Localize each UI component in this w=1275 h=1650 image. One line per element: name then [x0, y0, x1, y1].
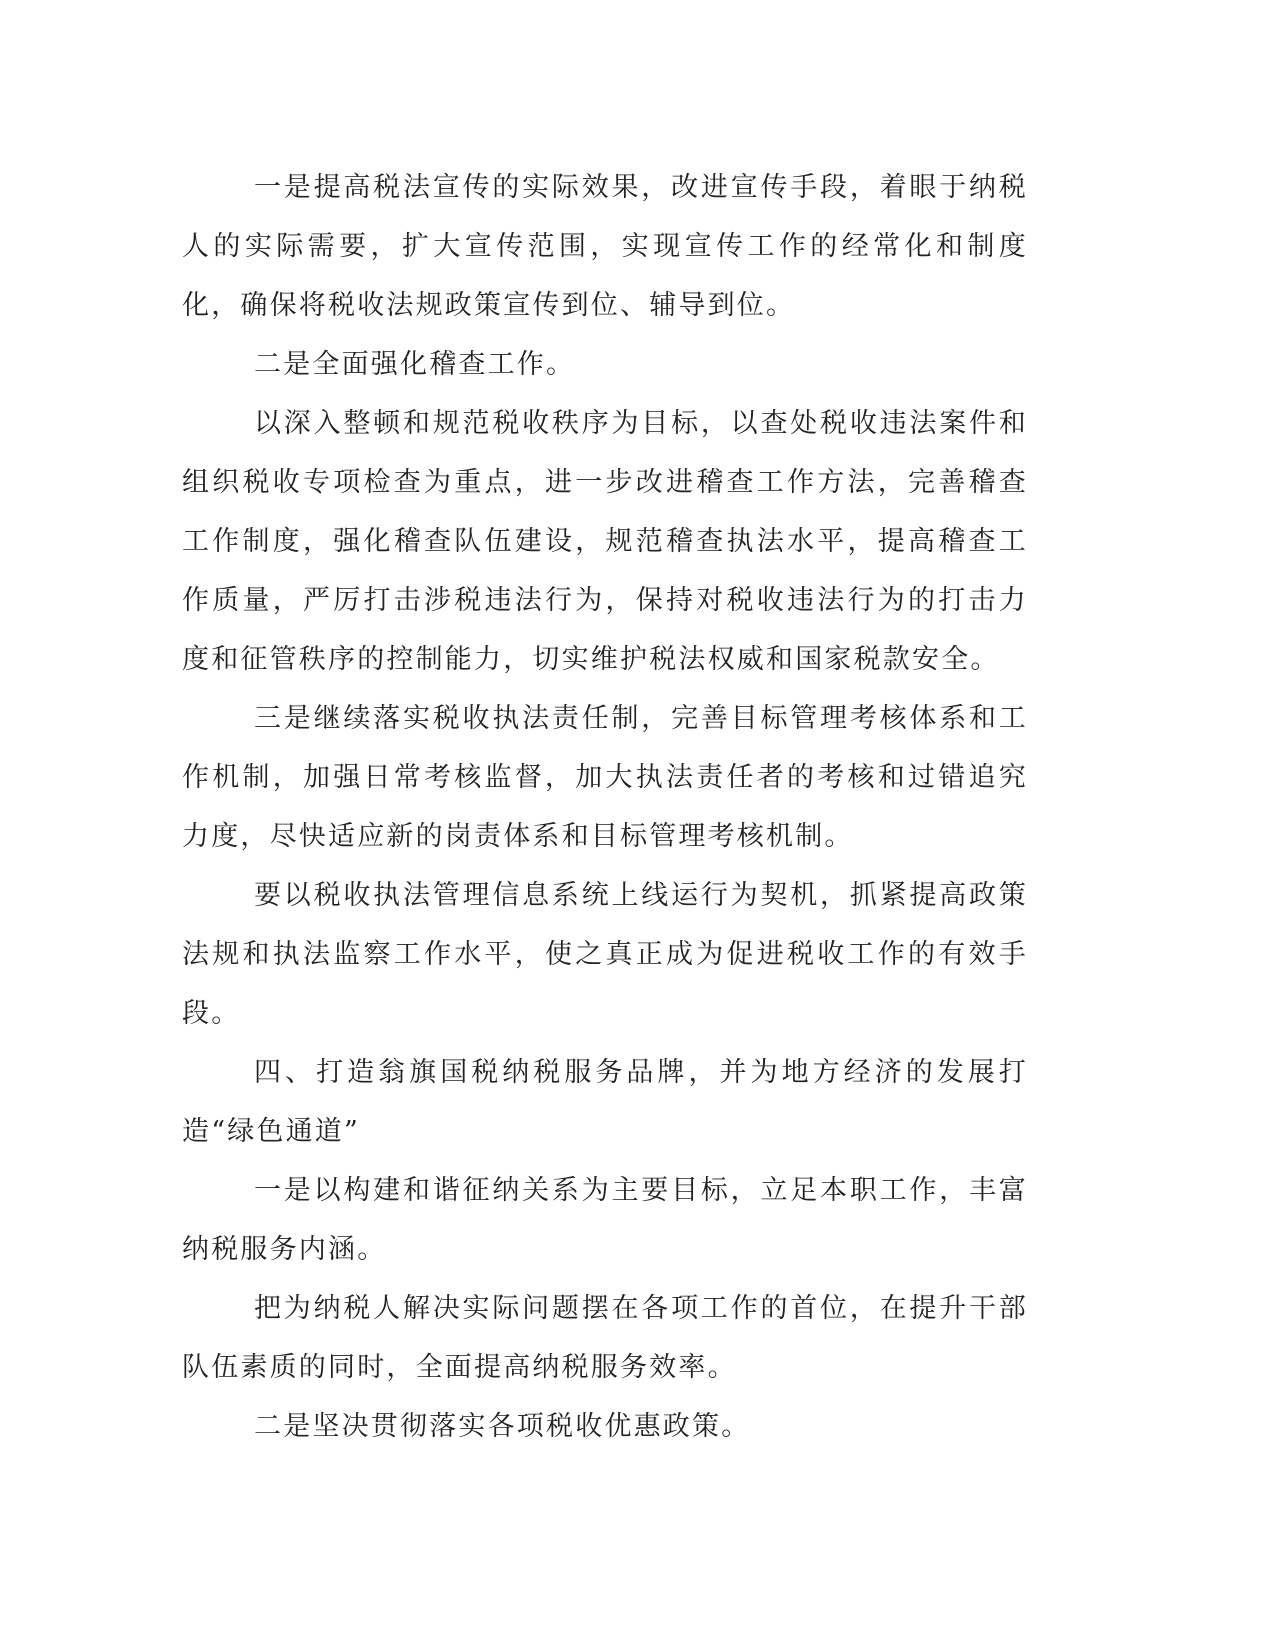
paragraph-7: 一是以构建和谐征纳关系为主要目标，立足本职工作，丰富纳税服务内涵。 [182, 1175, 1028, 1265]
paragraph-4: 三是继续落实税收执法责任制，完善目标管理考核体系和工作机制，加强日常考核监督，加大执法责任者的考核和过错追究力度，尽快适应新的岗责体系和目标管理考核机制。 [182, 703, 1028, 852]
paragraph-5: 要以税收执法管理信息系统上线运行为契机，抓紧提高政策法规和执法监察工作水平，使之真正成为促进税收工作的有效手段。 [182, 880, 1028, 1029]
paragraph-3: 以深入整顿和规范税收秩序为目标，以查处税收违法案件和组织税收专项检查为重点，进一步改进稽查工作方法，完善稽查工作制度，强化稽查队伍建设，规范稽查执法水平，提高稽查工作质量，严厉打击涉税违法行为，保持对税收违法行为的打击力度和征管秩序的控制能力，切实维护税法权威和国家税款安全。 [182, 408, 1028, 675]
paragraph-1: 一是提高税法宣传的实际效果，改进宣传手段，着眼于纳税人的实际需要，扩大宣传范围，实现宣传工作的经常化和制度化，确保将税收法规政策宣传到位、辅导到位。 [182, 172, 1028, 321]
paragraph-9: 二是坚决贯彻落实各项税收优惠政策。 [254, 1411, 751, 1442]
paragraph-6: 四、打造翁旗国税纳税服务品牌，并为地方经济的发展打造“绿色通道” [182, 1057, 1028, 1147]
document-body [182, 158, 1028, 1456]
paragraph-8: 把为纳税人解决实际问题摆在各项工作的首位，在提升干部队伍素质的同时，全面提高纳税服务效率。 [182, 1293, 1028, 1383]
paragraph-2: 二是全面强化稽查工作。 [254, 349, 576, 380]
